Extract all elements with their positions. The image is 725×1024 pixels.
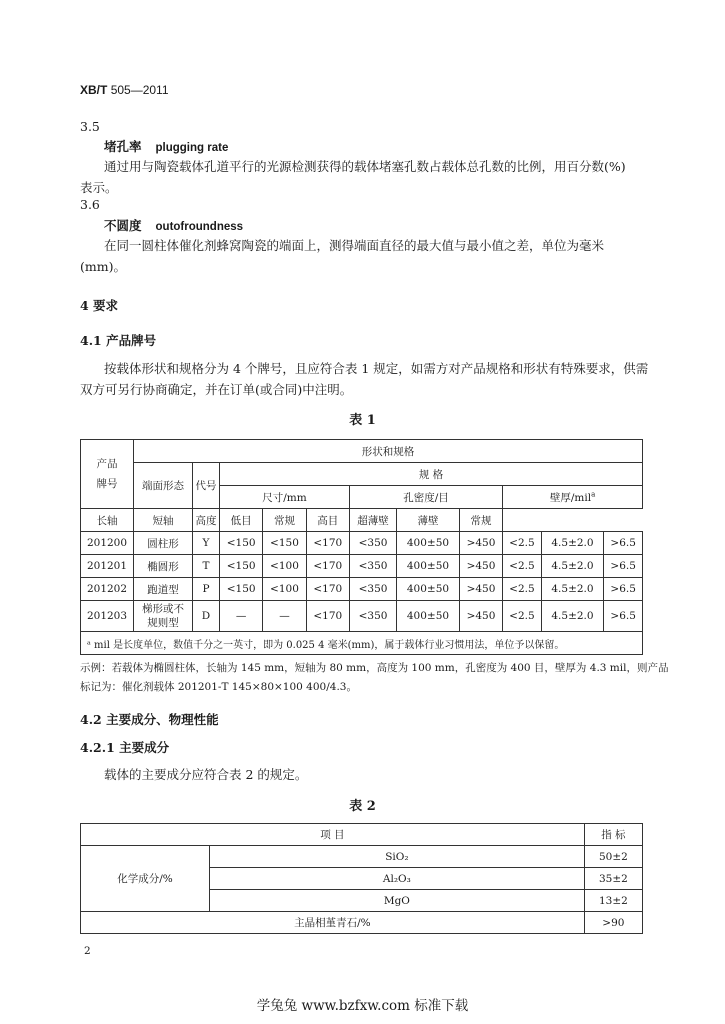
- section-number-3-5: 3.5: [80, 119, 100, 134]
- table-cell: <170: [306, 578, 349, 601]
- component-value: 13±2: [584, 890, 642, 912]
- table-cell: P: [193, 578, 220, 601]
- subheader-cell: 短轴: [134, 509, 193, 532]
- table-cell: Y: [193, 532, 220, 555]
- table-cell: >450: [459, 601, 502, 632]
- subheader-cell: 薄壁: [397, 509, 460, 532]
- table-row: [81, 532, 643, 555]
- component-value: 35±2: [584, 868, 642, 890]
- table-cell: 400±50: [397, 555, 460, 578]
- header-code: 代号: [193, 463, 220, 509]
- table-cell: >6.5: [604, 532, 643, 555]
- header-index: 指 标: [584, 824, 642, 846]
- subheader-cell: 长轴: [81, 509, 134, 532]
- main-crystal-phase-label: 主晶相堇青石/%: [81, 912, 585, 934]
- table-cell: <2.5: [503, 532, 541, 555]
- table-cell: <350: [349, 601, 396, 632]
- header-item: 项 目: [81, 824, 585, 846]
- page-number: 2: [84, 945, 91, 957]
- table-cell: 椭圆形: [134, 555, 193, 578]
- table-cell: 201203: [81, 601, 134, 632]
- section-number-3-6: 3.6: [80, 197, 100, 212]
- subheader-cell: 常规: [459, 509, 502, 532]
- group-chemical-composition: 化学成分/%: [81, 846, 210, 912]
- table-cell: <170: [306, 555, 349, 578]
- table-cell: >6.5: [604, 601, 643, 632]
- table-cell: <150: [263, 532, 306, 555]
- table-cell: 4.5±2.0: [541, 601, 604, 632]
- table-cell: 201202: [81, 578, 134, 601]
- term-outofroundness: 不圆度 outofroundness: [104, 218, 244, 233]
- subheader-row: [81, 509, 643, 532]
- table-cell: >450: [459, 555, 502, 578]
- table-cell: >6.5: [604, 578, 643, 601]
- component-value: 50±2: [584, 846, 642, 868]
- table-cell: 梯形或不规则型: [134, 601, 193, 632]
- table-cell: <2.5: [503, 578, 541, 601]
- header-shape-spec: 形状和规格: [134, 440, 643, 463]
- table-1-footnote: ᵃ mil 是长度单位，数值千分之一英寸，即为 0.025 4 毫米(mm)，属于载体行业习惯用法，单位予以保留。: [81, 632, 643, 655]
- table-cell: <170: [306, 601, 349, 632]
- table-cell: 201201: [81, 555, 134, 578]
- subheader-cell: 高目: [306, 509, 349, 532]
- table-2: [80, 823, 643, 934]
- example-line: 标记为：催化剂载体 201201-T 145×80×100 400/4.3。: [80, 681, 357, 693]
- component-name: MgO: [210, 890, 585, 912]
- header-product-code: 产品牌号: [81, 440, 134, 509]
- table-1-caption: 表 1: [349, 413, 376, 428]
- table-cell: 201200: [81, 532, 134, 555]
- header-spec: 规 格: [220, 463, 643, 486]
- table-cell: 4.5±2.0: [541, 555, 604, 578]
- main-crystal-phase-value: >90: [584, 912, 642, 934]
- section-heading-4-2-1: 4.2.1 主要成分: [80, 740, 170, 755]
- definition-line: (mm)。: [80, 259, 126, 274]
- paragraph-line: 按载体形状和规格分为 4 个牌号，且应符合表 1 规定，如需方对产品规格和形状有特殊要求，供需: [104, 361, 649, 376]
- table-2-caption: 表 2: [349, 799, 376, 814]
- table-cell: <150: [220, 555, 263, 578]
- table-cell: T: [193, 555, 220, 578]
- subheader-cell: 低目: [220, 509, 263, 532]
- table-cell: <170: [306, 532, 349, 555]
- table-1-body: [81, 532, 643, 632]
- component-name: SiO₂: [210, 846, 585, 868]
- term-plugging-rate: 堵孔率 plugging rate: [104, 139, 229, 154]
- header-wall: 壁厚/mil$^a$: [503, 486, 643, 509]
- table-cell: >450: [459, 578, 502, 601]
- header-size: 尺寸/mm: [220, 486, 350, 509]
- definition-line: 在同一圆柱体催化剂蜂窝陶瓷的端面上，测得端面直径的最大值与最小值之差，单位为毫米: [104, 238, 605, 253]
- table-cell: 400±50: [397, 578, 460, 601]
- example-line: 示例：若载体为椭圆柱体，长轴为 145 mm，短轴为 80 mm，高度为 100 mm，孔密度为 400 目，壁厚为 4.3 mil，则产品: [80, 662, 669, 674]
- table-cell: 跑道型: [134, 578, 193, 601]
- table-cell: 400±50: [397, 601, 460, 632]
- table-cell: <2.5: [503, 555, 541, 578]
- table-1: [80, 439, 643, 655]
- table-cell: D: [193, 601, 220, 632]
- table-cell: <100: [263, 578, 306, 601]
- header-face-shape: 端面形态: [134, 463, 193, 509]
- header-density: 孔密度/目: [349, 486, 502, 509]
- footer-watermark: 学兔兔 www.bzfxw.com 标准下载: [256, 998, 469, 1014]
- subheader-cell: 超薄壁: [349, 509, 396, 532]
- component-name: Al₂O₃: [210, 868, 585, 890]
- document-code-header: XB/T 505—2011: [80, 83, 169, 97]
- table-cell: <150: [220, 532, 263, 555]
- subheader-cell: 常规: [263, 509, 306, 532]
- section-heading-4: 4 要求: [80, 298, 119, 313]
- table-cell: 400±50: [397, 532, 460, 555]
- table-cell: 圆柱形: [134, 532, 193, 555]
- section-heading-4-2: 4.2 主要成分、物理性能: [80, 712, 219, 727]
- subheader-cell: 高度: [193, 509, 220, 532]
- table-row: [81, 555, 643, 578]
- paragraph-line: 双方可另行协商确定，并在订单(或合同)中注明。: [80, 382, 353, 397]
- definition-line: 表示。: [80, 180, 118, 195]
- table-row: [81, 601, 643, 632]
- table-row: [81, 578, 643, 601]
- table-cell: 4.5±2.0: [541, 532, 604, 555]
- table-cell: —: [263, 601, 306, 632]
- table-cell: —: [220, 601, 263, 632]
- section-heading-4-1: 4.1 产品牌号: [80, 333, 157, 348]
- table-cell: <2.5: [503, 601, 541, 632]
- table-cell: 4.5±2.0: [541, 578, 604, 601]
- table-cell: <100: [263, 555, 306, 578]
- table-cell: >6.5: [604, 555, 643, 578]
- table-cell: <150: [220, 578, 263, 601]
- table-cell: >450: [459, 532, 502, 555]
- definition-line: 通过用与陶瓷载体孔道平行的光源检测获得的载体堵塞孔数占载体总孔数的比例，用百分数(%): [104, 159, 626, 174]
- table-cell: <350: [349, 555, 396, 578]
- table-cell: <350: [349, 578, 396, 601]
- table-cell: <350: [349, 532, 396, 555]
- paragraph-line: 载体的主要成分应符合表 2 的规定。: [104, 767, 308, 782]
